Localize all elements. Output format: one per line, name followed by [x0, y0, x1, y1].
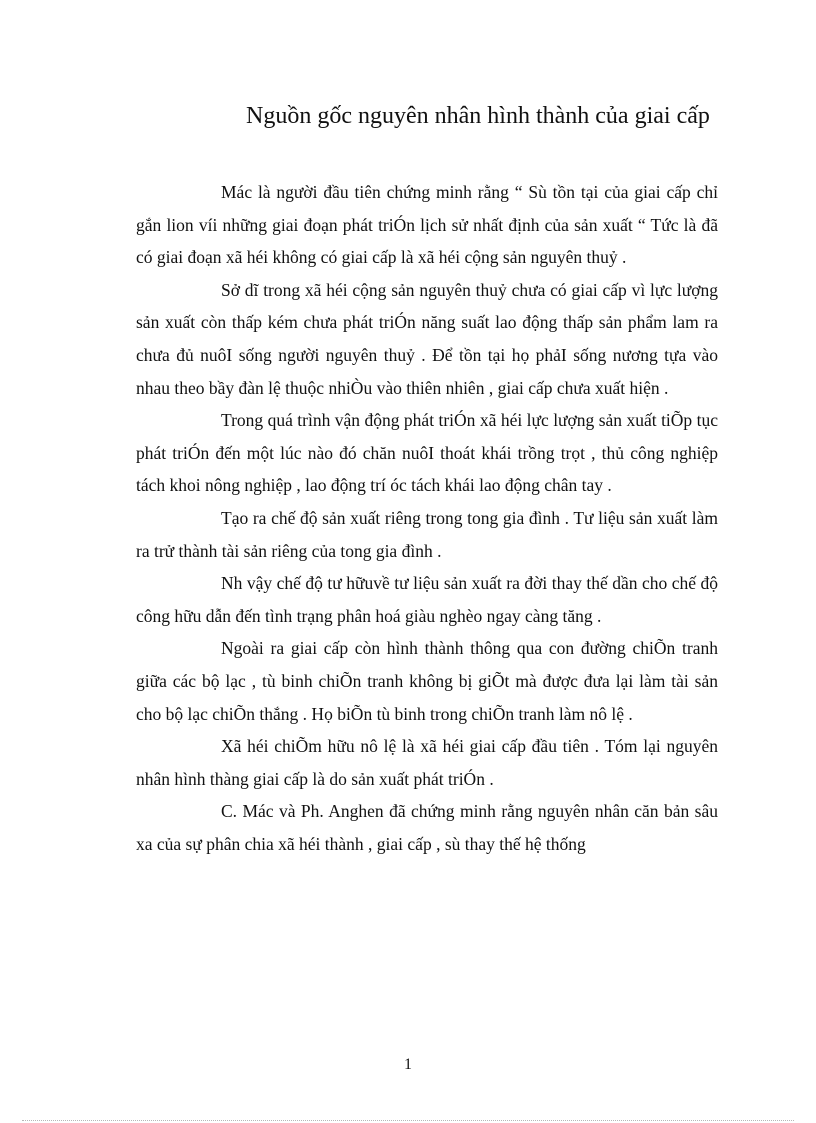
- document-title: Nguồn gốc nguyên nhân hình thành của giai cấp: [246, 103, 710, 129]
- paragraph-2: Sở dĩ trong xã héi cộng sản nguyên thuỷ chưa có giai cấp vì lực lượng sản xuất còn thấp kém chưa phát triÓn năng suất lao động thấp sản phẩm lam ra chưa đủ nuôI sống người nguyên thuỷ . Để tồn tại họ phảI sống nương tựa vào nhau theo bầy đàn lệ thuộc nhiÒu vào thiên nhiên , giai cấp chưa xuất hiện .: [136, 279, 718, 398]
- document-body: [136, 176, 718, 860]
- paragraph-4: Tạo ra chế độ sản xuất riêng trong tong gia đình . Tư liệu sản xuất làm ra trử thành tài sản riêng của tong gia đình .: [136, 507, 718, 561]
- paragraph-1: Mác là người đầu tiên chứng minh rằng “ Sù tồn tại của giai cấp chỉ gắn lion víi những giai đoạn phát triÓn lịch sử nhất định của sản xuất “ Tức là đã có giai đoạn xã héi không có giai cấp là xã héi cộng sản nguyên thuỷ .: [136, 182, 718, 268]
- paragraph-8: C. Mác và Ph. Anghen đã chứng minh rằng nguyên nhân căn bản sâu xa của sự phân chia xã héi thành , giai cấp , sù thay thế hệ thống: [136, 801, 718, 854]
- paragraph-6: Ngoài ra giai cấp còn hình thành thông qua con đường chiÕn tranh giữa các bộ lạc , tù binh chiÕn tranh không bị giÕt mà được đưa lại làm tài sản cho bộ lạc chiÕn thắng . Họ biÕn tù binh trong chiÕn tranh làm nô lệ .: [136, 638, 718, 724]
- paragraph-5: Nh vậy chế độ tư hữuvề tư liệu sản xuất ra đời thay thế dần cho chế độ công hữu dẫn đến tình trạng phân hoá giàu nghèo ngay càng tăng .: [136, 573, 718, 626]
- paragraph-7: Xã héi chiÕm hữu nô lệ là xã héi giai cấp đầu tiên . Tóm lại nguyên nhân hình thàng giai cấp là do sản xuất phát triÓn .: [136, 736, 718, 789]
- page-number: 1: [404, 1056, 412, 1073]
- paragraph-3: Trong quá trình vận động phát triÓn xã héi lực lượng sản xuất tiÕp tục phát triÓn đến một lúc nào đó chăn nuôI thoát khái trồng trọt , thủ công nghiệp tách khoi nông nghiệp , lao động trí óc tách khái lao động chân tay .: [136, 410, 718, 496]
- page-bottom-divider: [22, 1120, 794, 1121]
